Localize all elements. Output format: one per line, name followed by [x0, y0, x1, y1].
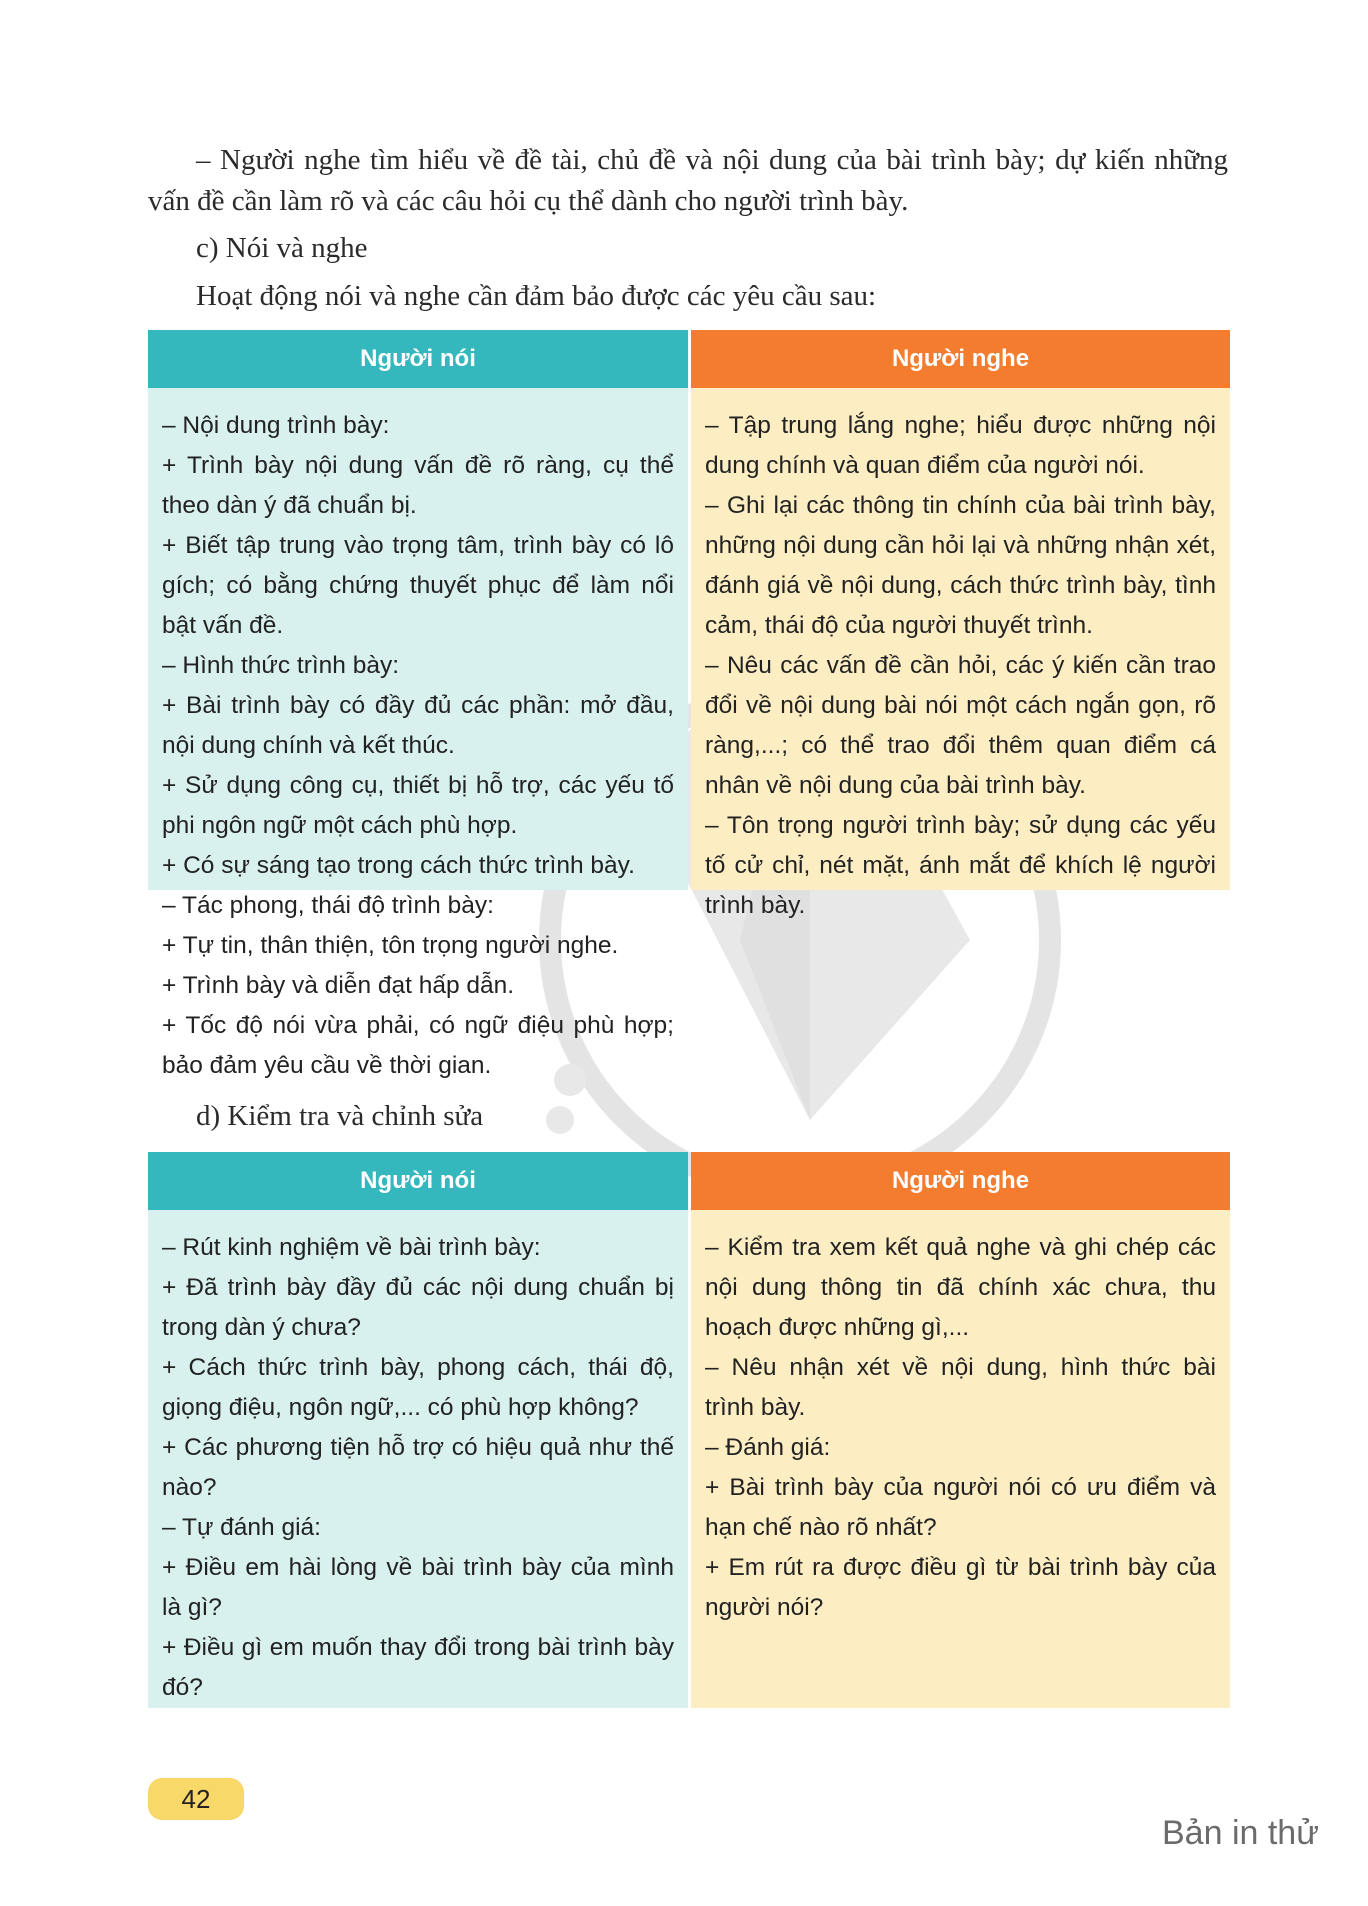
list-item: – Tập trung lắng nghe; hiểu được những nội dung chính và quan điểm của người nói. — [705, 412, 1216, 479]
requirements-table-speaking — [148, 330, 1230, 1079]
list-item: – Ghi lại các thông tin chính của bài trình bày, những nội dung cần hỏi lại và những nhận xét, đánh giá về nội dung, cách thức trình bày, tình cảm, thái độ của người thuyết trình. — [705, 492, 1216, 639]
listener-cell — [691, 388, 1230, 919]
header-listener: Người nghe — [691, 1152, 1230, 1210]
list-item: + Trình bày và diễn đạt hấp dẫn. — [162, 972, 515, 999]
intro-text-c: Hoạt động nói và nghe cần đảm bảo được các yêu cầu sau: — [196, 280, 877, 312]
list-item: + Em rút ra được điều gì từ bài trình bày của người nói? — [705, 1554, 1216, 1621]
table-body-row — [148, 1210, 1230, 1708]
header-speaker: Người nói — [148, 1152, 688, 1210]
section-heading-d: d) Kiểm tra và chỉnh sửa — [196, 1100, 484, 1132]
list-item: + Bài trình bày có đầy đủ các phần: mở đầu, nội dung chính và kết thúc. — [162, 692, 674, 759]
table-body-row — [148, 388, 1230, 1079]
paragraph-listener-prep: – Người nghe tìm hiểu về đề tài, chủ đề và nội dung của bài trình bày; dự kiến những vấn đề cần làm rõ và các câu hỏi cụ thể dành cho người trình bày. — [148, 144, 1228, 217]
draft-print-label: Bản in thử — [1162, 1814, 1319, 1852]
list-item: – Tác phong, thái độ trình bày: — [162, 892, 494, 919]
list-item: – Tự đánh giá: — [162, 1514, 321, 1541]
list-item: + Các phương tiện hỗ trợ có hiệu quả như thế nào? — [162, 1434, 674, 1501]
list-item: – Hình thức trình bày: — [162, 652, 400, 679]
speaker-cell — [148, 1210, 688, 1708]
header-listener: Người nghe — [691, 330, 1230, 388]
list-item: – Kiểm tra xem kết quả nghe và ghi chép các nội dung thông tin đã chính xác chưa, thu hoạch được những gì,... — [705, 1234, 1216, 1341]
requirements-table-review — [148, 1152, 1230, 1708]
table-header-row — [148, 330, 1230, 388]
list-item: + Bài trình bày của người nói có ưu điểm và hạn chế nào rõ nhất? — [705, 1474, 1216, 1541]
list-item: – Tôn trọng người trình bày; sử dụng các yếu tố cử chỉ, nét mặt, ánh mắt để khích lệ người trình bày. — [705, 812, 1216, 919]
table-header-row — [148, 1152, 1230, 1210]
list-item: + Tốc độ nói vừa phải, có ngữ điệu phù hợp; bảo đảm yêu cầu về thời gian. — [162, 1012, 674, 1079]
speaker-cell — [148, 388, 688, 1079]
header-speaker: Người nói — [148, 330, 688, 388]
list-item: + Sử dụng công cụ, thiết bị hỗ trợ, các yếu tố phi ngôn ngữ một cách phù hợp. — [162, 772, 674, 839]
list-item: + Đã trình bày đầy đủ các nội dung chuẩn bị trong dàn ý chưa? — [162, 1274, 674, 1341]
list-item: + Có sự sáng tạo trong cách thức trình bày. — [162, 852, 635, 879]
list-item: + Điều em hài lòng về bài trình bày của mình là gì? — [162, 1554, 674, 1621]
list-item: – Nêu các vấn đề cần hỏi, các ý kiến cần trao đổi về nội dung bài nói một cách ngắn gọn, rõ ràng,...; có thể trao đổi thêm quan điểm cá nhân về nội dung của bài trình bày. — [705, 652, 1216, 799]
list-item: – Rút kinh nghiệm về bài trình bày: — [162, 1234, 541, 1261]
list-item: + Cách thức trình bày, phong cách, thái độ, giọng điệu, ngôn ngữ,... có phù hợp không? — [162, 1354, 674, 1421]
list-item: – Nêu nhận xét về nội dung, hình thức bài trình bày. — [705, 1354, 1216, 1421]
list-item: + Tự tin, thân thiện, tôn trọng người nghe. — [162, 932, 619, 959]
list-item: + Biết tập trung vào trọng tâm, trình bày có lô gích; có bằng chứng thuyết phục để làm nổi bật vấn đề. — [162, 532, 674, 639]
section-heading-c: c) Nói và nghe — [196, 232, 368, 264]
list-item: + Trình bày nội dung vấn đề rõ ràng, cụ thể theo dàn ý đã chuẩn bị. — [162, 452, 674, 519]
list-item: – Nội dung trình bày: — [162, 412, 390, 439]
page-number-badge: 42 — [148, 1778, 244, 1820]
list-item: + Điều gì em muốn thay đổi trong bài trình bày đó? — [162, 1634, 674, 1701]
list-item: – Đánh giá: — [705, 1434, 831, 1461]
listener-cell — [691, 1210, 1230, 1708]
